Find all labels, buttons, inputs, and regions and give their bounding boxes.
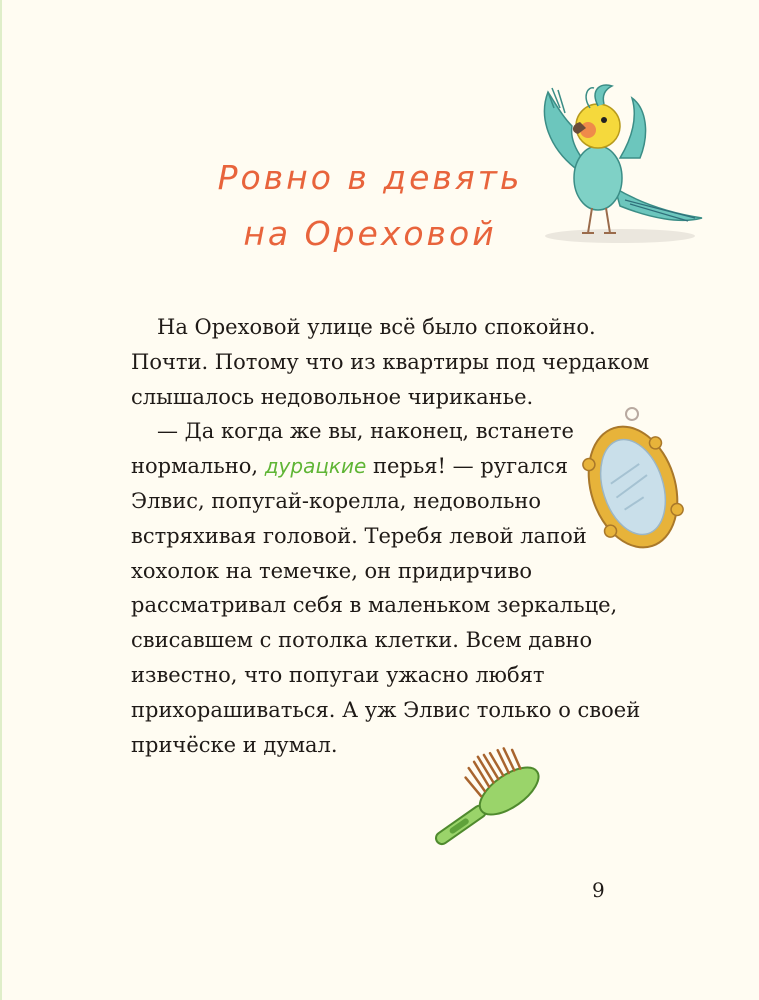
text-line: слышалось недовольное чириканье. bbox=[131, 384, 534, 409]
page-edge bbox=[0, 0, 2, 1000]
text-line: известно, что попугаи ужасно любят bbox=[131, 662, 545, 687]
text-line: Почти. Потому что из квартиры под чердаком bbox=[131, 349, 650, 374]
story-text bbox=[131, 310, 650, 762]
parrot-illustration bbox=[520, 78, 710, 248]
chapter-title-line1: Ровно в девять bbox=[217, 158, 523, 198]
page-number: 9 bbox=[592, 878, 605, 902]
text-fragment: нормально, bbox=[131, 454, 265, 479]
text-fragment: перья! — ругался bbox=[366, 454, 569, 479]
highlighted-word: дурацкие bbox=[264, 454, 367, 479]
text-line: причёске и думал. bbox=[131, 732, 338, 757]
text-line: Элвис, попугай-корелла, недовольно bbox=[131, 488, 542, 513]
text-line: встряхивая головой. Теребя левой лапой bbox=[131, 523, 587, 548]
text-line: — Да когда же вы, наконец, встанете bbox=[157, 419, 574, 444]
text-line: прихорашиваться. А уж Элвис только о своей bbox=[131, 697, 641, 722]
text-line-with-highlight bbox=[131, 449, 601, 484]
text-line: хохолок на темечке, он придирчиво bbox=[131, 558, 533, 583]
brush-illustration bbox=[420, 742, 560, 862]
text-line: На Ореховой улице всё было спокойно. bbox=[157, 315, 596, 339]
chapter-title bbox=[200, 150, 540, 262]
text-line: рассматривал себя в маленьком зеркальце, bbox=[131, 593, 618, 618]
text-line: свисавшем с потолка клетки. Всем давно bbox=[131, 628, 593, 653]
chapter-title-line2: на Ореховой bbox=[243, 214, 497, 254]
